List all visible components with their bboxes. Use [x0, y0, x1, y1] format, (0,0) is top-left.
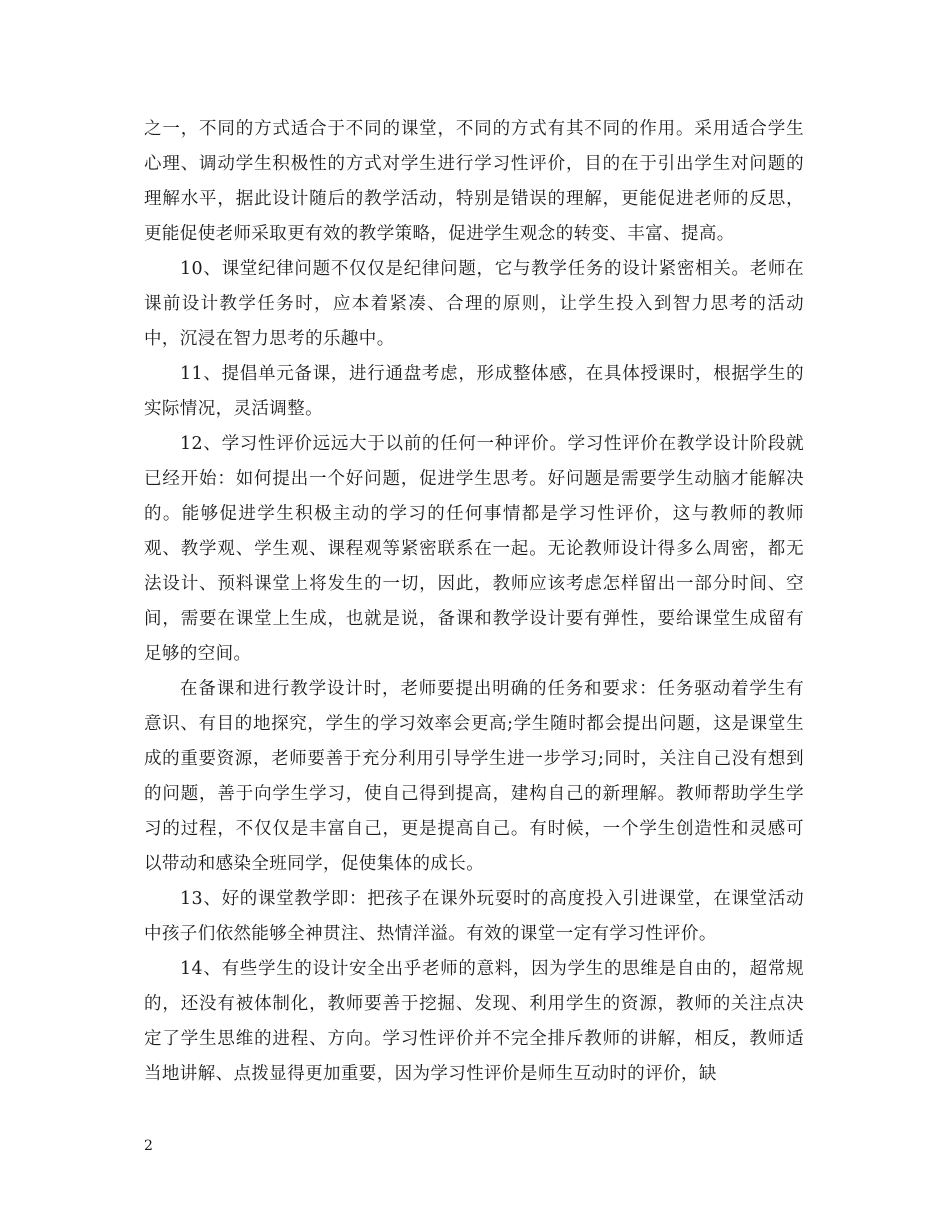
paragraph-lesson-design: 在备课和进行教学设计时，老师要提出明确的任务和要求：任务驱动着学生有意识、有目的地探究，学生的学习效率会更高;学生随时都会提出问题，这是课堂生成的重要资源，老师要善于充分利用引导学生进一步学习;同时，关注自己没有想到的问题，善于向学生学习，使自己得到提高，建构自己的新理解。教师帮助学生学习的过程，不仅仅是丰富自己，更是提高自己。有时候，一个学生创造性和灵感可以带动和感染全班同学，促使集体的成长。	[144, 679, 804, 874]
paragraph-item-11: 11、提倡单元备课，进行通盘考虑，形成整体感，在具体授课时，根据学生的实际情况，灵活调整。	[144, 364, 804, 419]
paragraph-item-13: 13、好的课堂教学即：把孩子在课外玩耍时的高度投入引进课堂，在课堂活动中孩子们依然能够全神贯注、热情洋溢。有效的课堂一定有学习性评价。	[144, 889, 804, 944]
paragraph-item-10: 10、课堂纪律问题不仅仅是纪律问题，它与教学任务的设计紧密相关。老师在课前设计教学任务时，应本着紧凑、合理的原则，让学生投入到智力思考的活动中，沉浸在智力思考的乐趣中。	[144, 259, 804, 349]
paragraph-item-12: 12、学习性评价远远大于以前的任何一种评价。学习性评价在教学设计阶段就已经开始：如何提出一个好问题，促进学生思考。好问题是需要学生动脑才能解决的。能够促进学生积极主动的学习的任何事情都是学习性评价，这与教师的教师观、教学观、学生观、课程观等紧密联系在一起。无论教师设计得多么周密，都无法设计、预料课堂上将发生的一切，因此，教师应该考虑怎样留出一部分时间、空间，需要在课堂上生成，也就是说，备课和教学设计要有弹性，要给课堂生成留有足够的空间。	[144, 434, 804, 664]
page-body	[144, 112, 804, 1092]
paragraph-item-14: 14、有些学生的设计安全出乎老师的意料，因为学生的思维是自由的，超常规的，还没有被体制化，教师要善于挖掘、发现、利用学生的资源，教师的关注点决定了学生思维的进程、方向。学习性评价并不完全排斥教师的讲解，相反，教师适当地讲解、点拨显得更加重要，因为学习性评价是师生互动时的评价，缺	[144, 959, 804, 1084]
paragraph-continuation: 之一，不同的方式适合于不同的课堂，不同的方式有其不同的作用。采用适合学生心理、调动学生积极性的方式对学生进行学习性评价，目的在于引出学生对问题的理解水平，据此设计随后的教学活动，特别是错误的理解，更能促进老师的反思，更能促使老师采取更有效的教学策略，促进学生观念的转变、丰富、提高。	[144, 119, 804, 244]
page-number: 2	[144, 1138, 153, 1154]
